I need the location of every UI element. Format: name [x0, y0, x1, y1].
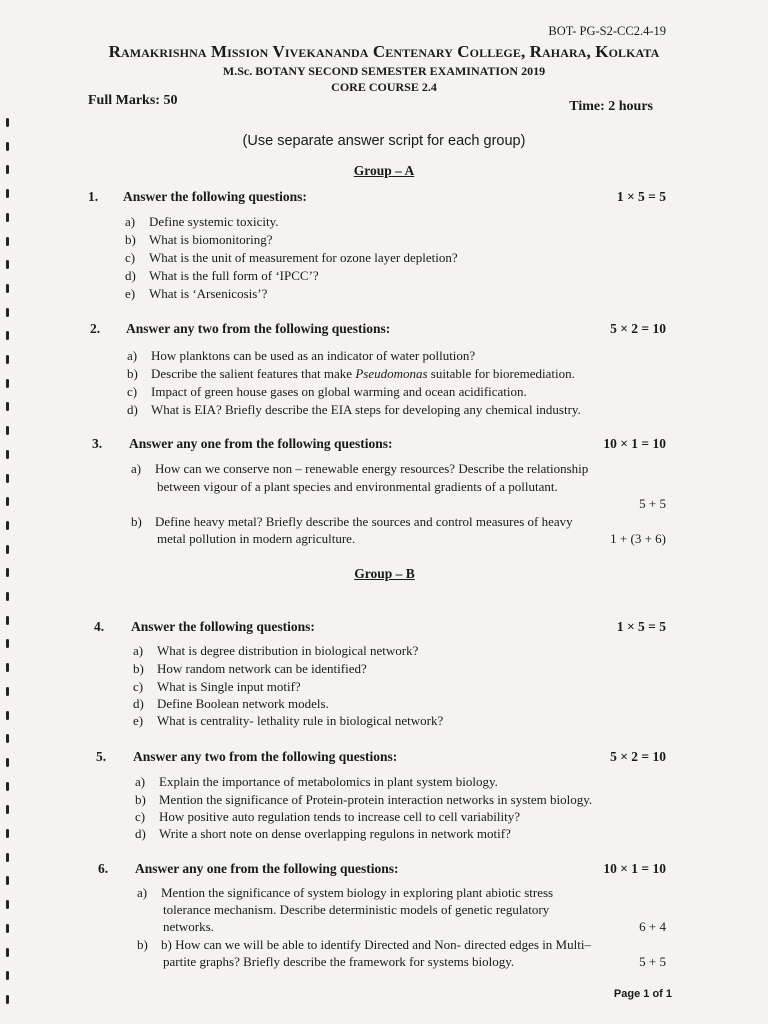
paper-code: BOT- PG-S2-CC2.4-19: [548, 24, 666, 38]
list-item: d) Define Boolean network models.: [133, 696, 329, 711]
binding-hole: [6, 355, 9, 364]
question-text: Answer any two from the following questions:: [133, 749, 398, 764]
group-b-heading: Group – B: [354, 566, 415, 581]
binding-hole: [6, 758, 9, 767]
list-item: a) Explain the importance of metabolomics in plant system biology.: [135, 774, 498, 789]
list-item: b) Define heavy metal? Briefly describe the sources and control measures of heavy: [131, 514, 573, 529]
list-item: a) How planktons can be used as an indicator of water pollution?: [127, 348, 476, 363]
binding-hole: [6, 474, 9, 483]
list-item: d) Write a short note on dense overlapping regulons in network motif?: [135, 826, 511, 841]
question-number: 3.: [92, 436, 103, 451]
binding-hole: [6, 829, 9, 838]
list-item: b) Describe the salient features that make Pseudomonas suitable for bioremediation.: [127, 366, 575, 381]
binding-hole: [6, 876, 9, 885]
binding-hole: [6, 639, 9, 648]
item-marks: 6 + 4: [639, 919, 666, 934]
question-text: Answer the following questions:: [123, 189, 307, 204]
list-item-continuation: tolerance mechanism. Describe deterministic models of genetic regulatory: [163, 902, 550, 917]
binding-hole: [6, 521, 9, 530]
binding-hole: [6, 450, 9, 459]
list-item: a) How can we conserve non – renewable energy resources? Describe the relationship: [131, 461, 589, 476]
list-item: b) b) How can we will be able to identify Directed and Non- directed edges in Multi–: [137, 937, 591, 952]
binding-hole: [6, 734, 9, 743]
list-item: a) Define systemic toxicity.: [125, 214, 279, 229]
list-item-continuation: metal pollution in modern agriculture.: [157, 531, 356, 546]
exam-title: M.Sc. BOTANY SECOND SEMESTER EXAMINATION 2019: [222, 64, 546, 78]
question-marks: 10 × 1 = 10: [603, 861, 666, 876]
list-item: e) What is ‘Arsenicosis’?: [125, 286, 268, 301]
full-marks: Full Marks: 50: [88, 93, 178, 108]
question-number: 5.: [96, 749, 107, 764]
list-item: a) Mention the significance of system biology in exploring plant abiotic stress: [137, 885, 554, 900]
question-text: Answer any one from the following questions:: [129, 436, 393, 451]
item-marks: 1 + (3 + 6): [610, 531, 666, 546]
binding-hole: [6, 900, 9, 909]
binding-hole: [6, 663, 9, 672]
binding-hole: [6, 853, 9, 862]
question-text: Answer any two from the following questions:: [126, 321, 391, 336]
binding-hole: [6, 426, 9, 435]
page-number: Page 1 of 1: [613, 988, 672, 1000]
question-marks: 5 × 2 = 10: [610, 321, 666, 336]
list-item: c) What is Single input motif?: [133, 679, 301, 694]
binding-hole: [6, 971, 9, 980]
question-number: 4.: [94, 619, 105, 634]
binding-hole: [6, 118, 9, 127]
binding-hole: [6, 592, 9, 601]
list-item: a) What is degree distribution in biological network?: [133, 643, 419, 658]
binding-hole: [6, 995, 9, 1004]
list-item: c) How positive auto regulation tends to increase cell to cell variability?: [135, 809, 520, 824]
binding-hole: [6, 948, 9, 957]
question-number: 2.: [90, 321, 101, 336]
question-text: Answer the following questions:: [131, 619, 315, 634]
binding-hole: [6, 260, 9, 269]
binding-hole: [6, 331, 9, 340]
list-item: d) What is the full form of ‘IPCC’?: [125, 268, 319, 283]
question-marks: 5 × 2 = 10: [610, 749, 666, 764]
list-item: b) What is biomonitoring?: [125, 232, 273, 247]
list-item: c) What is the unit of measurement for ozone layer depletion?: [125, 250, 458, 265]
list-item: d) What is EIA? Briefly describe the EIA steps for developing any chemical industry.: [127, 402, 581, 417]
binding-hole: [6, 213, 9, 222]
question-marks: 10 × 1 = 10: [603, 436, 666, 451]
instruction: (Use separate answer script for each group): [242, 133, 526, 149]
binding-hole: [6, 782, 9, 791]
group-a-heading: Group – A: [353, 163, 415, 178]
item-marks: 5 + 5: [639, 954, 666, 969]
time-allowed: Time: 2 hours: [569, 99, 653, 114]
college-name: Ramakrishna Mission Vivekananda Centenary College, Rahara, Kolkata: [108, 42, 660, 61]
binding-hole: [6, 924, 9, 933]
binding-hole: [6, 189, 9, 198]
list-item-continuation: networks.: [163, 919, 214, 934]
list-item: b) How random network can be identified?: [133, 661, 367, 676]
binding-hole: [6, 497, 9, 506]
binding-hole: [6, 284, 9, 293]
item-marks: 5 + 5: [639, 496, 666, 511]
list-item: e) What is centrality- lethality rule in biological network?: [133, 713, 444, 728]
list-item-continuation: between vigour of a plant species and environmental gradients of a pollutant.: [157, 479, 558, 494]
binding-hole: [6, 379, 9, 388]
course-title: CORE COURSE 2.4: [331, 80, 437, 94]
question-number: 1.: [88, 189, 99, 204]
question-marks: 1 × 5 = 5: [616, 189, 666, 204]
list-item: b) Mention the significance of Protein-protein interaction networks in system biology.: [135, 792, 593, 807]
list-item: c) Impact of green house gases on global warming and ocean acidification.: [127, 384, 527, 399]
question-text: Answer any one from the following questions:: [135, 861, 399, 876]
binding-hole: [6, 402, 9, 411]
binding-hole: [6, 237, 9, 246]
binding-hole: [6, 711, 9, 720]
binding-hole: [6, 308, 9, 317]
binding-hole: [6, 545, 9, 554]
binding-hole: [6, 805, 9, 814]
binding-hole: [6, 616, 9, 625]
list-item-continuation: partite graphs? Briefly describe the framework for systems biology.: [163, 954, 515, 969]
question-marks: 1 × 5 = 5: [616, 619, 666, 634]
question-number: 6.: [98, 861, 109, 876]
binding-hole: [6, 687, 9, 696]
